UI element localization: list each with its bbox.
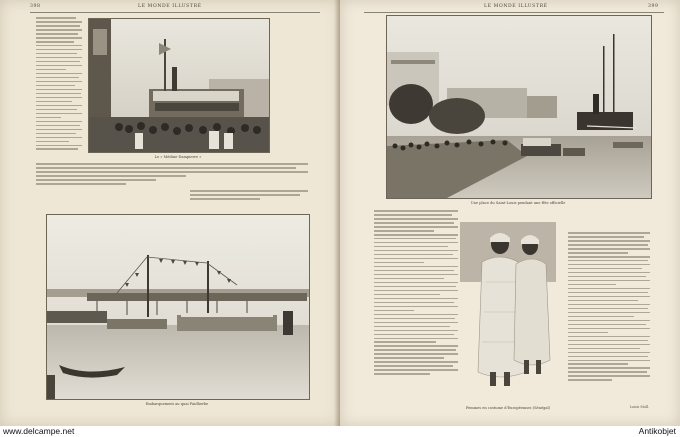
watermark-bar xyxy=(0,426,680,437)
header-rule-left xyxy=(30,12,320,13)
right-text-column-right xyxy=(568,232,650,383)
caption-harbor: Une place du Saint-Louis pendant une fête officielle xyxy=(470,201,566,205)
photo-women xyxy=(460,222,556,404)
caption-quay: Embarquement au quai Faidherbe xyxy=(145,402,209,406)
photo-steamer-image xyxy=(89,19,269,152)
right-page xyxy=(340,0,680,426)
photo-quay xyxy=(46,214,310,400)
running-title-right: LE MONDE ILLUSTRÉ xyxy=(484,4,548,9)
watermark-left: www.delcampe.net xyxy=(3,426,75,436)
right-text-column-left xyxy=(374,210,458,377)
header-rule-right xyxy=(364,12,664,13)
article-signature: Louis Moll. xyxy=(630,405,650,409)
photo-women-image xyxy=(460,222,556,404)
photo-quay-image xyxy=(47,215,309,399)
photo-harbor xyxy=(386,15,652,199)
left-page xyxy=(0,0,340,426)
page-number-left: 398 xyxy=(30,4,41,9)
left-text-right-col xyxy=(190,190,308,202)
photo-steamer xyxy=(88,18,270,153)
running-title-left: LE MONDE ILLUSTRÉ xyxy=(138,4,202,9)
left-text-middle xyxy=(36,163,308,187)
caption-steamer: Le « Médine-Dampierre » xyxy=(154,155,202,159)
caption-women: Femmes en costume d'Européennes (Sénégal) xyxy=(465,406,551,410)
left-text-column xyxy=(36,17,82,152)
watermark-right: Antikobjet xyxy=(638,426,676,436)
photo-harbor-image xyxy=(387,16,651,198)
page-number-right: 399 xyxy=(648,4,659,9)
